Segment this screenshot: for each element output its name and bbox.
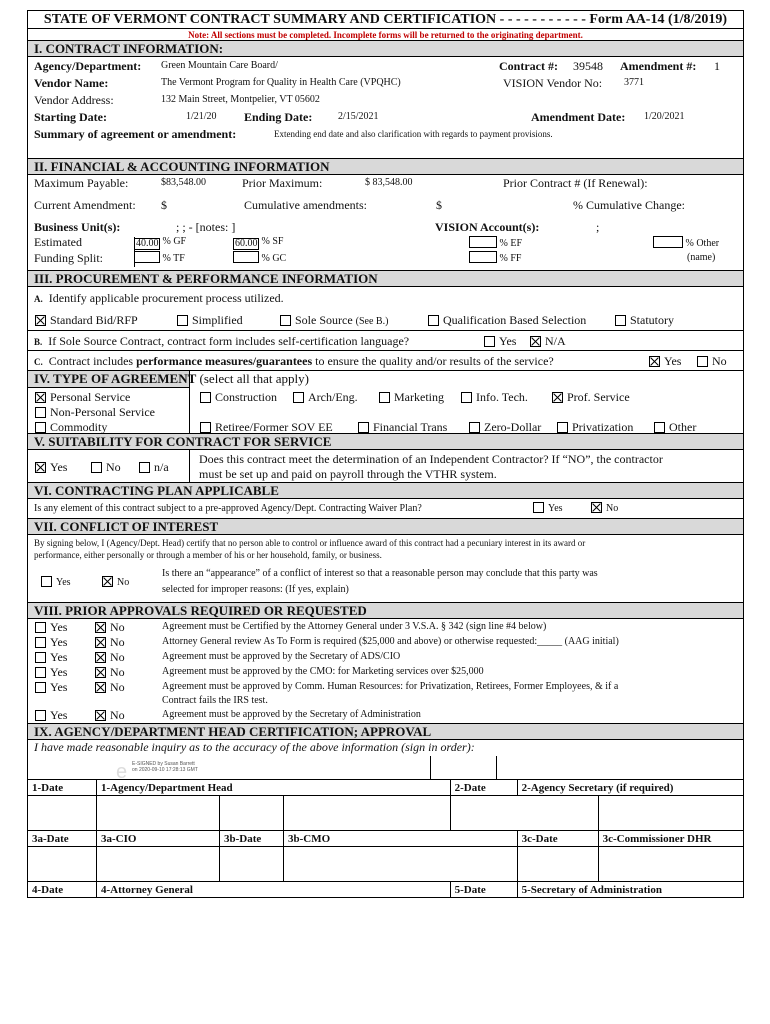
other-field[interactable]	[653, 236, 719, 249]
tf-field[interactable]	[134, 251, 185, 264]
agency-value[interactable]: Green Mountain Care Board/	[161, 60, 278, 71]
checkbox-empty[interactable]	[35, 682, 46, 693]
approval-yes-option[interactable]	[35, 708, 67, 723]
sig-blank[interactable]	[450, 796, 598, 831]
checkbox-checked[interactable]	[552, 392, 563, 403]
approval-requirement-text: Agreement must be approved by the CMO: for Marketing services over $25,000	[162, 666, 484, 677]
pct-cumulative-label: % Cumulative Change:	[573, 198, 685, 212]
conflict-cert-line1: By signing below, I (Agency/Dept. Head) certify that no person able to control or influence award of this contract had a pecuniary interest in its award or	[34, 538, 586, 548]
approval-requirement-text: Agreement must be approved by Comm. Human Resources: for Privatization, Retirees, Former Employees, & if a	[162, 681, 619, 692]
section-title: II. FINANCIAL & ACCOUNTING INFORMATION	[34, 159, 330, 174]
section-approvals	[28, 619, 743, 724]
sf-label: % SF	[261, 236, 284, 247]
retiree-option[interactable]	[200, 420, 333, 435]
financial-trans-option[interactable]	[358, 420, 447, 435]
item-letter: A.	[34, 294, 43, 304]
section-suitability-header	[28, 434, 743, 450]
form-note	[28, 29, 743, 41]
option-label: Arch/Eng.	[308, 390, 358, 404]
checkbox-empty[interactable]	[41, 576, 52, 587]
option-label: Prof. Service	[567, 390, 630, 404]
option-label: Yes	[50, 635, 68, 649]
sig-blank[interactable]	[284, 847, 518, 882]
section-conflict	[28, 535, 743, 603]
ff-label: % FF	[499, 253, 522, 264]
prior-contract-label: Prior Contract # (If Renewal):	[503, 176, 648, 190]
option-label: Info. Tech.	[476, 390, 528, 404]
suitability-na-option[interactable]	[139, 460, 169, 475]
ef-label: % EF	[499, 238, 522, 249]
section-procurement-header	[28, 271, 743, 287]
certification-intro	[28, 740, 743, 756]
other-name-label: (name)	[687, 252, 716, 263]
sole-source-option[interactable]	[280, 313, 388, 328]
option-label: Yes	[50, 665, 68, 679]
option-label: Zero-Dollar	[484, 420, 542, 434]
section-approvals-header	[28, 603, 743, 619]
other-value[interactable]	[653, 236, 683, 248]
c-yes-option[interactable]	[649, 354, 681, 369]
checkbox-checked[interactable]	[35, 462, 46, 473]
option-label: No	[606, 503, 619, 514]
checkbox-empty[interactable]	[177, 315, 188, 326]
max-payable-label: Maximum Payable:	[34, 176, 129, 190]
b-yes-option[interactable]	[484, 334, 516, 349]
approval-no-option[interactable]	[95, 665, 125, 680]
checkbox-empty[interactable]	[615, 315, 626, 326]
sig-blank[interactable]	[97, 847, 220, 882]
approval-requirement-text: Contract fails the IRS test.	[162, 695, 268, 706]
vision-vendor-label: VISION Vendor No:	[503, 76, 603, 90]
conflict-yes-option[interactable]	[41, 576, 71, 588]
construction-option[interactable]	[200, 390, 277, 405]
gf-value[interactable]: 40.00	[136, 238, 159, 249]
starting-date-value[interactable]: 1/21/20	[186, 111, 217, 122]
prior-max-value[interactable]: $ 83,548.00	[365, 177, 413, 188]
amendment-date-label: Amendment Date:	[531, 110, 626, 124]
option-label: Simplified	[192, 313, 243, 327]
option-label: Yes	[50, 620, 68, 634]
personal-service-option[interactable]	[35, 390, 130, 405]
approval-requirement-text: Agreement must be Certified by the Attorney General under 3 V.S.A. § 342 (sign line #4 below)	[162, 621, 547, 632]
option-label: Financial Trans	[373, 420, 448, 434]
form-note-text: Note: All sections must be completed. Incomplete forms will be returned to the originating department.	[188, 30, 583, 40]
checkbox-empty[interactable]	[35, 667, 46, 678]
option-label: Yes	[499, 334, 517, 348]
commodity-option[interactable]	[35, 420, 107, 435]
checkbox-empty[interactable]	[280, 315, 291, 326]
vendor-name-value[interactable]: The Vermont Program for Quality in Health Care (VPQHC)	[161, 77, 401, 88]
sig-3a-label: 3a-CIO	[97, 831, 220, 847]
gf-field[interactable]	[134, 236, 186, 250]
amendment-date-value[interactable]: 1/20/2021	[644, 111, 685, 122]
approval-yes-option[interactable]	[35, 665, 67, 680]
tf-label: % TF	[162, 253, 185, 264]
option-label: Yes	[50, 460, 68, 474]
qbs-option[interactable]	[428, 313, 586, 328]
zero-dollar-option[interactable]	[469, 420, 541, 435]
cumulative-value[interactable]: $	[436, 198, 442, 212]
option-label: Statutory	[630, 313, 674, 327]
checkbox-empty[interactable]	[533, 502, 544, 513]
option-label: Privatization	[572, 420, 634, 434]
sig-blank[interactable]	[598, 847, 743, 882]
option-label: No	[712, 354, 727, 368]
max-payable-value[interactable]: $83,548.00	[161, 177, 206, 188]
ending-date-label: Ending Date:	[244, 110, 313, 124]
checkbox-empty[interactable]	[91, 462, 102, 473]
amendment-value[interactable]: 1	[714, 59, 720, 73]
sig-1-date-label: 1-Date	[28, 780, 97, 796]
other-type-option[interactable]	[654, 420, 696, 435]
checkbox-empty[interactable]	[35, 407, 46, 418]
section-agreement-type	[28, 371, 743, 434]
checkbox-checked[interactable]	[35, 315, 46, 326]
sig-blank[interactable]	[220, 796, 284, 831]
contract-label: Contract #:	[499, 59, 558, 73]
checkbox-checked[interactable]	[649, 356, 660, 367]
option-note: (See B.)	[355, 316, 389, 327]
agency-label: Agency/Department:	[34, 59, 142, 73]
info-tech-option[interactable]	[461, 390, 528, 405]
checkbox-empty[interactable]	[35, 652, 46, 663]
current-amendment-value[interactable]: $	[161, 198, 167, 212]
business-unit-value[interactable]: ; ; - [notes: ]	[176, 220, 236, 234]
approval-no-option[interactable]	[95, 650, 125, 665]
esignature-signer: E-SIGNED by Susan Barrett	[132, 761, 195, 767]
option-label: Retiree/Former SOV EE	[215, 420, 333, 434]
approval-requirement-text: Agreement must be approved by the Secretary of ADS/CIO	[162, 651, 401, 662]
procurement-b	[28, 331, 743, 351]
option-label: Construction	[215, 390, 277, 404]
section-title: VIII. PRIOR APPROVALS REQUIRED OR REQUESTED	[34, 603, 367, 618]
checkbox-empty[interactable]	[379, 392, 390, 403]
section-title: IX. AGENCY/DEPARTMENT HEAD CERTIFICATION; APPROVAL	[34, 724, 432, 739]
checkbox-checked[interactable]	[95, 637, 106, 648]
section-contracting-plan-header	[28, 483, 743, 499]
checkbox-empty[interactable]	[35, 637, 46, 648]
waiver-no-option[interactable]	[591, 502, 618, 514]
tf-value[interactable]	[134, 251, 160, 263]
sig-1-label: 1-Agency/Department Head	[97, 780, 451, 796]
starting-date-label: Starting Date:	[34, 110, 107, 124]
option-label: Non-Personal Service	[50, 405, 155, 419]
sig-4-date-label: 4-Date	[28, 882, 97, 898]
procurement-c-emphasis: performance measures/guarantees	[136, 354, 313, 368]
approval-no-option[interactable]	[95, 635, 125, 650]
waiver-plan-question: Is any element of this contract subject to a pre-approved Agency/Dept. Contracting Waiver Plan?	[34, 503, 422, 514]
business-unit-label: Business Unit(s):	[34, 220, 121, 234]
procurement-a-text: Identify applicable procurement process utilized.	[48, 291, 284, 305]
sig-blank[interactable]	[284, 796, 451, 831]
checkbox-checked[interactable]	[95, 622, 106, 633]
checkbox-empty[interactable]	[461, 392, 472, 403]
checkbox-empty[interactable]	[358, 422, 369, 433]
other-label: % Other	[685, 238, 720, 249]
option-label: Yes	[56, 577, 71, 588]
sig-blank[interactable]	[28, 796, 97, 831]
marketing-option[interactable]	[379, 390, 444, 405]
section-contracting-plan	[28, 499, 743, 519]
checkbox-checked[interactable]	[95, 682, 106, 693]
simplified-option[interactable]	[177, 313, 243, 328]
sig-3b-date-label: 3b-Date	[220, 831, 284, 847]
procurement-c	[28, 351, 743, 371]
section-contract-info	[28, 57, 743, 159]
checkbox-empty[interactable]	[697, 356, 708, 367]
section-suitability	[28, 450, 743, 483]
checkbox-checked[interactable]	[95, 667, 106, 678]
option-label: No	[110, 650, 125, 664]
vision-account-value[interactable]: ;	[596, 220, 600, 234]
cumulative-label: Cumulative amendments:	[244, 198, 367, 212]
option-label: Personal Service	[50, 390, 131, 404]
approval-requirement-text: Attorney General review As To Form is required ($25,000 and above) or otherwise requested:_____ (AAG initial)	[162, 636, 619, 647]
certification-intro-text: I have made reasonable inquiry as to the accuracy of the above information (sign in order):	[34, 740, 475, 754]
sig-2-date-label: 2-Date	[450, 780, 517, 796]
vendor-address-label: Vendor Address:	[34, 93, 114, 107]
prof-service-option[interactable]	[552, 390, 630, 405]
amendment-label: Amendment #:	[620, 59, 697, 73]
b-na-option[interactable]	[530, 334, 566, 349]
checkbox-empty[interactable]	[557, 422, 568, 433]
procurement-a	[28, 287, 743, 331]
option-label: n/a	[154, 460, 169, 474]
vision-vendor-value[interactable]: 3771	[624, 77, 644, 88]
conflict-question-line2: selected for improper reasons: (If yes, explain)	[162, 584, 349, 595]
conflict-cert-line2: performance, either personally or through a member of his or her household, family, or business.	[34, 550, 382, 560]
sig-4-label: 4-Attorney General	[97, 882, 451, 898]
current-amendment-label: Current Amendment:	[34, 198, 136, 212]
arch-eng-option[interactable]	[293, 390, 358, 405]
estimated-label: Estimated	[34, 235, 82, 249]
checkbox-empty[interactable]	[35, 422, 46, 433]
option-label: No	[106, 460, 121, 474]
ef-field[interactable]	[469, 236, 522, 249]
section-financial	[28, 175, 743, 271]
checkbox-empty[interactable]	[428, 315, 439, 326]
checkbox-empty[interactable]	[139, 462, 150, 473]
option-label: Commodity	[50, 420, 108, 434]
funding-split-label: Funding Split:	[34, 251, 104, 265]
sf-field[interactable]	[233, 236, 283, 250]
checkbox-checked[interactable]	[102, 576, 113, 587]
gc-label: % GC	[261, 253, 287, 264]
sig-3c-label: 3c-Commissioner DHR	[598, 831, 743, 847]
esignature-timestamp: on 2020-09-10 17:28:13 GMT	[132, 767, 198, 773]
checkbox-empty[interactable]	[484, 336, 495, 347]
checkbox-empty[interactable]	[35, 710, 46, 721]
approval-no-option[interactable]	[95, 708, 125, 723]
signature-table	[28, 779, 743, 897]
section-title: VI. CONTRACTING PLAN APPLICABLE	[34, 483, 279, 498]
gc-field[interactable]	[233, 251, 286, 264]
option-label: Yes	[50, 708, 68, 722]
option-label: No	[110, 680, 125, 694]
suitability-question-line2: must be set up and paid on payroll through the VTHR system.	[199, 467, 497, 481]
suitability-question-line1: Does this contract meet the determination of an Independent Contractor? If “NO”, the contractor	[199, 452, 663, 466]
checkbox-checked[interactable]	[530, 336, 541, 347]
section-certification-header	[28, 724, 743, 740]
option-label: Sole Source	[295, 313, 353, 327]
checkbox-empty[interactable]	[35, 622, 46, 633]
section-title: VII. CONFLICT OF INTEREST	[34, 519, 219, 534]
sig-2-label: 2-Agency Secretary (if required)	[517, 780, 743, 796]
form-title-text: STATE OF VERMONT CONTRACT SUMMARY AND CERTIFICATION - - - - - - - - - - - Form AA-14 (1/8/2019)	[43, 12, 728, 27]
sig-blank[interactable]	[598, 796, 743, 831]
checkbox-checked[interactable]	[95, 710, 106, 721]
checkbox-empty[interactable]	[293, 392, 304, 403]
gf-label: % GF	[162, 236, 187, 247]
approval-no-option[interactable]	[95, 620, 125, 635]
option-label: No	[110, 620, 125, 634]
ending-date-value[interactable]: 2/15/2021	[338, 111, 379, 122]
sig-3a-date-label: 3a-Date	[28, 831, 97, 847]
vision-account-label: VISION Account(s):	[435, 220, 540, 234]
contract-value[interactable]: 39548	[573, 59, 603, 73]
checkbox-empty[interactable]	[654, 422, 665, 433]
gc-value[interactable]	[233, 251, 259, 263]
sig-blank[interactable]	[517, 847, 598, 882]
section-title: IV. TYPE OF AGREEMENT	[34, 371, 197, 386]
prior-max-label: Prior Maximum:	[242, 176, 323, 190]
procurement-c-text: Contract includes	[48, 354, 137, 368]
procurement-c-text-end: to ensure the quality and/or results of the service?	[312, 354, 554, 368]
checkbox-checked[interactable]	[591, 502, 602, 513]
option-label: Qualification Based Selection	[443, 313, 587, 327]
checkbox-empty[interactable]	[469, 422, 480, 433]
checkbox-checked[interactable]	[35, 392, 46, 403]
option-label: Standard Bid/RFP	[50, 313, 138, 327]
sf-value[interactable]: 60.00	[235, 238, 258, 249]
ff-value[interactable]	[469, 251, 497, 263]
option-label: No	[117, 577, 130, 588]
sig-5-date-label: 5-Date	[450, 882, 517, 898]
sig-3c-date-label: 3c-Date	[517, 831, 598, 847]
sig-blank[interactable]	[28, 847, 97, 882]
option-label: Marketing	[394, 390, 444, 404]
section-title: III. PROCUREMENT & PERFORMANCE INFORMATION	[34, 271, 378, 286]
option-label: Yes	[50, 650, 68, 664]
ef-value[interactable]	[469, 236, 497, 248]
sig-blank[interactable]	[97, 796, 220, 831]
section-title-note: (select all that apply)	[196, 371, 309, 386]
vendor-address-value[interactable]: 132 Main Street, Montpelier, VT 05602	[161, 94, 320, 105]
sig-3b-label: 3b-CMO	[284, 831, 518, 847]
statutory-option[interactable]	[615, 313, 674, 328]
summary-value[interactable]: Extending end date and also clarification with regards to payment provisions.	[274, 129, 553, 139]
checkbox-empty[interactable]	[200, 422, 211, 433]
conflict-question-line1: Is there an “appearance” of a conflict of interest so that a reasonable person may conclude that this party was	[162, 568, 598, 579]
contract-summary-form	[27, 10, 744, 898]
conflict-no-option[interactable]	[102, 576, 129, 588]
standard-bid-option[interactable]	[35, 313, 138, 328]
waiver-yes-option[interactable]	[533, 502, 563, 514]
section-title: I. CONTRACT INFORMATION:	[34, 41, 224, 56]
option-label: N/A	[545, 334, 566, 348]
approval-yes-option[interactable]	[35, 620, 67, 635]
sig-5-label: 5-Secretary of Administration	[517, 882, 743, 898]
option-label: Yes	[50, 680, 68, 694]
form-title	[28, 11, 743, 29]
sig-blank[interactable]	[220, 847, 284, 882]
item-letter: B.	[34, 337, 43, 347]
section-conflict-header	[28, 519, 743, 535]
esignature-stamp: e E-SIGNED by Susan Barrett on 2020-09-10 17:28:13 GMT	[116, 761, 198, 783]
option-label: No	[110, 665, 125, 679]
section-title: V. SUITABILITY FOR CONTRACT FOR SERVICE	[34, 434, 332, 449]
item-letter: C.	[34, 357, 43, 367]
option-label: Yes	[548, 503, 563, 514]
option-label: Other	[669, 420, 697, 434]
approval-no-option[interactable]	[95, 680, 125, 695]
approval-yes-option[interactable]	[35, 680, 67, 695]
summary-label: Summary of agreement or amendment:	[34, 127, 237, 141]
approval-yes-option[interactable]	[35, 650, 67, 665]
procurement-b-text: If Sole Source Contract, contract form includes self-certification language?	[48, 334, 410, 348]
approval-requirement-text: Agreement must be approved by the Secretary of Administration	[162, 709, 421, 720]
checkbox-checked[interactable]	[95, 652, 106, 663]
privatization-option[interactable]	[557, 420, 633, 435]
agreement-type-title	[34, 371, 309, 386]
c-no-option[interactable]	[697, 354, 727, 369]
vendor-name-label: Vendor Name:	[34, 76, 109, 90]
section-contract-info-header	[28, 41, 743, 57]
option-label: Yes	[664, 354, 682, 368]
option-label: No	[110, 708, 125, 722]
approval-yes-option[interactable]	[35, 635, 67, 650]
checkbox-empty[interactable]	[200, 392, 211, 403]
suitability-no-option[interactable]	[91, 460, 121, 475]
suitability-yes-option[interactable]	[35, 460, 67, 475]
ff-field[interactable]	[469, 251, 521, 264]
option-label: No	[110, 635, 125, 649]
signature-row-1	[28, 756, 743, 783]
section-financial-header	[28, 159, 743, 175]
non-personal-service-option[interactable]	[35, 405, 155, 420]
